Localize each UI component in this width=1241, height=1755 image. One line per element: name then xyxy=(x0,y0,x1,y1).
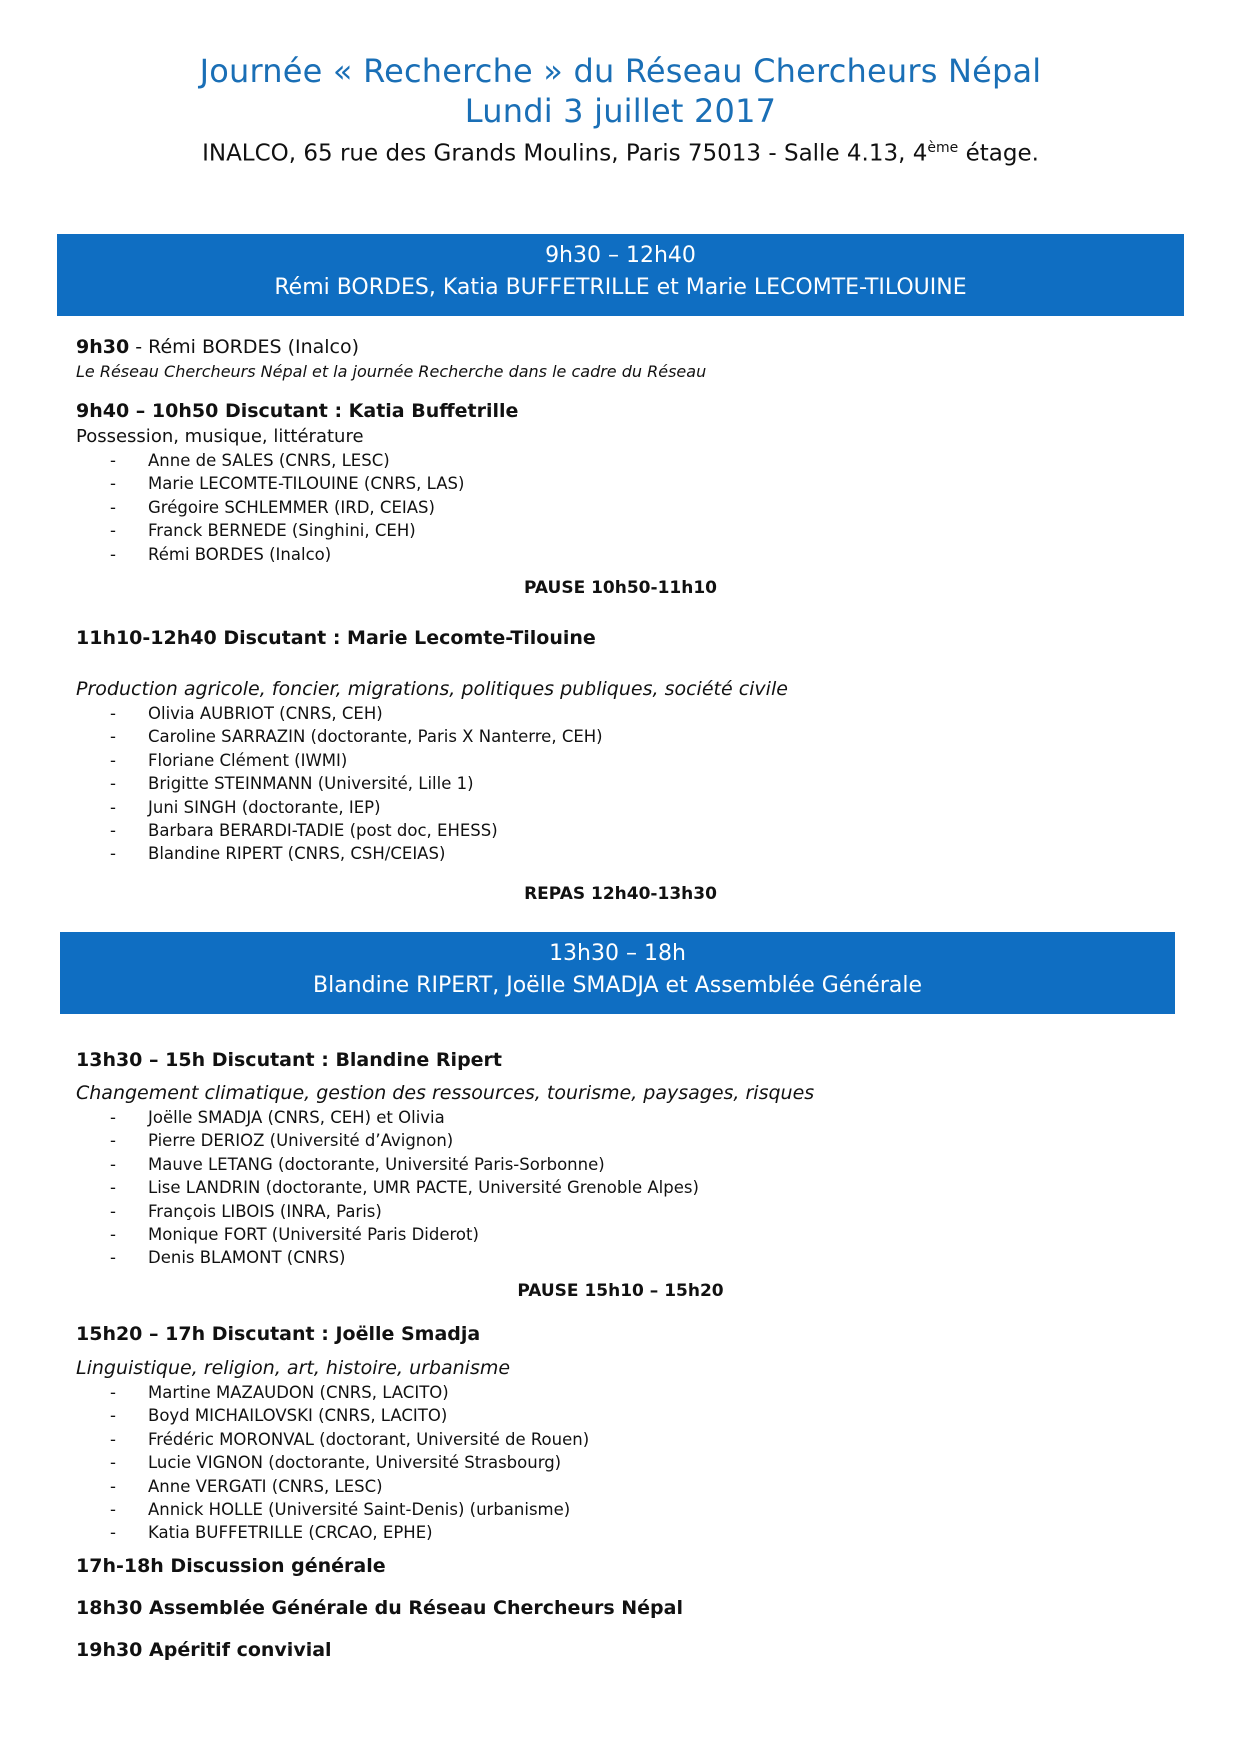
speaker-item xyxy=(110,1153,699,1176)
session2-heading-text: 11h10-12h40 Discutant : Marie Lecomte-Tilouine xyxy=(76,627,596,649)
bullet-dash: - xyxy=(110,1406,116,1426)
speaker-item xyxy=(110,702,603,725)
speaker-name: Brigitte STEINMANN (Université, Lille 1) xyxy=(148,774,474,794)
speaker-name: Rémi BORDES (Inalco) xyxy=(148,544,332,564)
speaker-item xyxy=(110,1498,589,1521)
session3-theme: Changement climatique, gestion des ressources, tourisme, paysages, risques xyxy=(76,1082,815,1104)
speaker-item xyxy=(110,1381,589,1404)
speaker-item xyxy=(110,772,603,795)
session1-speaker-list xyxy=(110,449,464,566)
morning-band-time: 9h30 – 12h40 xyxy=(545,243,696,268)
session1-heading-text: 9h40 – 10h50 Discutant : Katia Buffetrille xyxy=(76,400,519,422)
speaker-item xyxy=(110,1428,589,1451)
bullet-dash: - xyxy=(110,1248,116,1268)
session4-heading xyxy=(76,1323,480,1345)
session1-theme: Possession, musique, littérature xyxy=(76,426,364,447)
speaker-name: Martine MAZAUDON (CNRS, LACITO) xyxy=(148,1383,449,1402)
speaker-item xyxy=(110,1200,699,1223)
speaker-name: Pierre DERIOZ (Université d’Avignon) xyxy=(148,1131,454,1151)
general-discussion xyxy=(76,1555,386,1577)
speaker-item xyxy=(110,543,464,566)
aperitif xyxy=(76,1639,332,1661)
session2-heading xyxy=(76,627,596,649)
speaker-name: Marie LECOMTE-TILOUINE (CNRS, LAS) xyxy=(148,474,465,494)
intro-description: Le Réseau Chercheurs Népal et la journée Recherche dans le cadre du Réseau xyxy=(76,362,707,381)
afternoon-band-time: 13h30 – 18h xyxy=(549,941,686,966)
speaker-item xyxy=(110,1521,589,1544)
venue-end: étage. xyxy=(958,140,1039,167)
page-date: Lundi 3 juillet 2017 xyxy=(464,92,777,130)
bullet-dash: - xyxy=(110,1108,116,1127)
speaker-item xyxy=(110,472,464,495)
session1-heading xyxy=(76,400,518,422)
speaker-item xyxy=(110,796,603,819)
venue-sup: ème xyxy=(927,140,959,156)
speaker-name: Anne de SALES (CNRS, LESC) xyxy=(148,451,390,470)
bullet-dash: - xyxy=(110,497,116,517)
session3-speaker-list xyxy=(110,1106,699,1270)
speaker-name: Monique FORT (Université Paris Diderot) xyxy=(148,1224,479,1244)
speaker-name: Boyd MICHAILOVSKI (CNRS, LACITO) xyxy=(148,1406,448,1426)
speaker-name: Mauve LETANG (doctorante, Université Paris-Sorbonne) xyxy=(148,1154,605,1174)
speaker-name: Juni SINGH (doctorante, IEP) xyxy=(148,797,381,817)
speaker-name: Caroline SARRAZIN (doctorante, Paris X Nanterre, CEH) xyxy=(148,727,603,747)
bullet-dash: - xyxy=(110,797,116,817)
bullet-dash: - xyxy=(110,544,116,564)
bullet-dash: - xyxy=(110,1383,116,1402)
speaker-item xyxy=(110,1475,589,1498)
speaker-name: Lucie VIGNON (doctorante, Université Strasbourg) xyxy=(148,1453,562,1473)
session4-theme: Linguistique, religion, art, histoire, urbanisme xyxy=(76,1357,511,1379)
speaker-item xyxy=(110,1129,699,1152)
speaker-item xyxy=(110,449,464,472)
general-discussion-text: 17h-18h Discussion générale xyxy=(76,1555,386,1577)
speaker-name: Annick HOLLE (Université Saint-Denis) (urbanisme) xyxy=(148,1499,571,1519)
session2-theme: Production agricole, foncier, migrations, politiques publiques, société civile xyxy=(76,678,788,700)
session3-heading-text: 13h30 – 15h Discutant : Blandine Ripert xyxy=(76,1049,503,1071)
bullet-dash: - xyxy=(110,1224,116,1244)
general-assembly xyxy=(76,1597,683,1619)
session4-speaker-list xyxy=(110,1381,589,1545)
pause-1: PAUSE 10h50-11h10 xyxy=(523,578,717,598)
bullet-dash: - xyxy=(110,774,116,794)
morning-band xyxy=(57,234,1184,316)
bullet-dash: - xyxy=(110,1429,116,1449)
speaker-name: Olivia AUBRIOT (CNRS, CEH) xyxy=(148,704,383,723)
bullet-dash: - xyxy=(110,820,116,840)
afternoon-band-chairs: Blandine RIPERT, Joëlle SMADJA et Assemblée Générale xyxy=(312,973,923,998)
bullet-dash: - xyxy=(110,1523,116,1543)
bullet-dash: - xyxy=(110,727,116,747)
speaker-name: Katia BUFFETRILLE (CRCAO, EPHE) xyxy=(148,1523,433,1543)
pause-2: PAUSE 15h10 – 15h20 xyxy=(517,1281,724,1301)
speaker-item xyxy=(110,725,603,748)
speaker-name: Blandine RIPERT (CNRS, CSH/CEIAS) xyxy=(148,844,446,864)
session4-heading-text: 15h20 – 17h Discutant : Joëlle Smadja xyxy=(76,1323,481,1345)
bullet-dash: - xyxy=(110,451,116,470)
bullet-dash: - xyxy=(110,474,116,494)
speaker-item xyxy=(110,749,603,772)
speaker-item xyxy=(110,842,603,865)
session2-speaker-list xyxy=(110,702,603,866)
aperitif-text: 19h30 Apéritif convivial xyxy=(76,1639,332,1661)
bullet-dash: - xyxy=(110,1499,116,1519)
speaker-item xyxy=(110,1451,589,1474)
bullet-dash: - xyxy=(110,1201,116,1221)
intro-time: 9h30 xyxy=(76,336,130,358)
speaker-name: Denis BLAMONT (CNRS) xyxy=(148,1248,346,1268)
afternoon-band xyxy=(60,932,1175,1014)
session3-heading xyxy=(76,1049,502,1071)
speaker-item xyxy=(110,1246,699,1269)
speaker-name: Barbara BERARDI-TADIE (post doc, EHESS) xyxy=(148,820,498,840)
general-assembly-text: 18h30 Assemblée Générale du Réseau Chercheurs Népal xyxy=(76,1597,683,1619)
page-title: Journée « Recherche » du Réseau Chercheurs Népal xyxy=(199,52,1042,90)
bullet-dash: - xyxy=(110,844,116,864)
lunch-break: REPAS 12h40-13h30 xyxy=(524,884,717,904)
speaker-name: François LIBOIS (INRA, Paris) xyxy=(148,1201,382,1221)
speaker-item xyxy=(110,1176,699,1199)
speaker-name: Joëlle SMADJA (CNRS, CEH) et Olivia xyxy=(148,1108,445,1127)
speaker-name: Frédéric MORONVAL (doctorant, Université de Rouen) xyxy=(148,1429,590,1449)
bullet-dash: - xyxy=(110,1453,116,1473)
bullet-dash: - xyxy=(110,1178,116,1198)
bullet-dash: - xyxy=(110,1154,116,1174)
intro-speaker: - Rémi BORDES (Inalco) xyxy=(129,336,360,358)
venue-main: INALCO, 65 rue des Grands Moulins, Paris 75013 - Salle 4.13, 4 xyxy=(202,140,928,167)
speaker-name: Franck BERNEDE (Singhini, CEH) xyxy=(148,521,416,541)
speaker-name: Floriane Clément (IWMI) xyxy=(148,750,348,770)
speaker-name: Lise LANDRIN (doctorante, UMR PACTE, Université Grenoble Alpes) xyxy=(148,1178,699,1198)
speaker-name: Anne VERGATI (CNRS, LESC) xyxy=(148,1476,383,1496)
speaker-item xyxy=(110,1223,699,1246)
speaker-item xyxy=(110,519,464,542)
intro-line xyxy=(76,336,359,358)
speaker-item xyxy=(110,1404,589,1427)
bullet-dash: - xyxy=(110,750,116,770)
speaker-item xyxy=(110,496,464,519)
morning-band-chairs: Rémi BORDES, Katia BUFFETRILLE et Marie LECOMTE-TILOUINE xyxy=(274,275,967,300)
bullet-dash: - xyxy=(110,1476,116,1496)
venue-line xyxy=(0,140,1241,167)
bullet-dash: - xyxy=(110,1131,116,1151)
speaker-item xyxy=(110,819,603,842)
speaker-item xyxy=(110,1106,699,1129)
bullet-dash: - xyxy=(110,521,116,541)
bullet-dash: - xyxy=(110,704,116,723)
speaker-name: Grégoire SCHLEMMER (IRD, CEIAS) xyxy=(148,497,435,517)
